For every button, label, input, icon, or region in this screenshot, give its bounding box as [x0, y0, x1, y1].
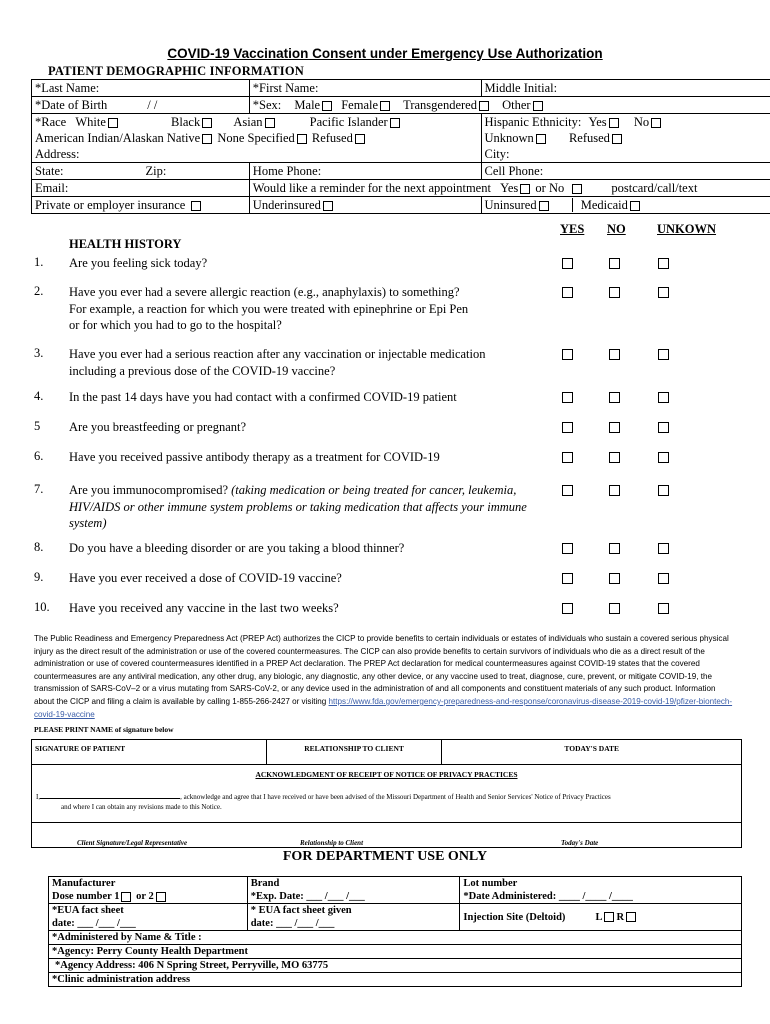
form-title: COVID-19 Vaccination Consent under Emergency Use Authorization: [167, 46, 603, 61]
male-checkbox[interactable]: [322, 101, 332, 111]
demographic-table: [31, 79, 770, 214]
lot-number-field[interactable]: Lot number: [460, 877, 742, 891]
underinsured-checkbox[interactable]: [323, 201, 333, 211]
hispanic-no-checkbox[interactable]: [651, 118, 661, 128]
question-number: 9.: [34, 570, 44, 584]
underinsured-field: Underinsured: [249, 197, 481, 214]
agency-field: *Agency: Perry County Health Department: [49, 945, 742, 959]
question-6-unknown-checkbox[interactable]: [658, 452, 669, 463]
department-heading: FOR DEPARTMENT USE ONLY: [282, 849, 488, 864]
client-signature-label[interactable]: Client Signature/Legal Representative: [77, 839, 188, 847]
question-1-unknown-checkbox[interactable]: [658, 258, 669, 269]
city-field[interactable]: City:: [481, 146, 770, 163]
eua-given-field[interactable]: * EUA fact sheet given date: ___ /___ /___: [247, 904, 460, 931]
black-checkbox[interactable]: [202, 118, 212, 128]
question-number: 3.: [34, 346, 44, 360]
name-blank[interactable]: [40, 798, 180, 799]
question-3-yes-checkbox[interactable]: [562, 349, 573, 360]
question-9-yes-checkbox[interactable]: [562, 573, 573, 584]
prep-act-notice: The Public Readiness and Emergency Preparedness Act (PREP Act) authorizes the CICP to provide benefits to certain individuals or estates of individuals who sustain a covered serious physical injury as the direct result of the administration or use of the covered countermeasures. The CICP can also provide benefits to certain survivors of individuals who die as a direct result of the administration or use of covered countermeasures identified in a PREP Act declaration. The PREP Act declaration for medical countermeasures against COVID-19 states that the covered countermeasures are any antiviral medication, any other drug, any biologic, any diagnostic, any other device, or any vaccine used to treat, diagnose, cure, prevent, or mitigate COVID-19, the transmission of SARS-CoV–2 or a virus mutating from SARS-CoV-2, or any device used in the administration of and all components and constituent materials of any such product. Information about the CICP and filing a claim is available by calling 1-855-266-2427 or visiting https://www.fda.gov/emergency-preparedness-and-response/coronavirus-disease-2019-covid-19/pfizer-biontech-covid-19-vaccine: [34, 634, 733, 719]
col-unknown-header: UNKOWN: [657, 222, 717, 236]
question-text: Are you breastfeeding or pregnant?: [69, 420, 247, 434]
question-3-no-checkbox[interactable]: [609, 349, 620, 360]
white-checkbox[interactable]: [108, 118, 118, 128]
uninsured-field: Uninsured Medicaid: [481, 197, 770, 214]
print-name-label: PLEASE PRINT NAME of signature below: [34, 725, 174, 734]
first-name-field[interactable]: *First Name:: [249, 80, 481, 97]
question-7-unknown-checkbox[interactable]: [658, 485, 669, 496]
administered-by-field[interactable]: *Administered by Name & Title :: [49, 931, 742, 945]
question-number: 4.: [34, 389, 44, 403]
question-2-no-checkbox[interactable]: [609, 287, 620, 298]
question-8-yes-checkbox[interactable]: [562, 543, 573, 554]
fda-link[interactable]: https://www.fda.gov/emergency-preparedness-and-response/coronavirus-disease-2019-covid-19/pfizer-biontech-covid-19-vaccine: [34, 696, 733, 719]
reminder-no-checkbox[interactable]: [572, 184, 582, 194]
question-2-unknown-checkbox[interactable]: [658, 287, 669, 298]
question-text: Are you feeling sick today?: [69, 256, 208, 270]
left-site-checkbox[interactable]: [604, 912, 614, 922]
question-text: Have you ever had a serious reaction after any vaccination or injectable medication including a previous dose of the COVID-19 vaccine?: [69, 347, 486, 378]
ack-divider: [31, 822, 742, 823]
question-number: 1.: [34, 255, 44, 269]
question-number: 8.: [34, 540, 44, 554]
col-yes-header: YES: [560, 222, 585, 236]
todays-date[interactable]: TODAY'S DATE: [442, 740, 742, 765]
ack-date-label[interactable]: Today's Date: [561, 839, 599, 847]
question-text: Have you ever received a dose of COVID-19 vaccine?: [69, 571, 342, 585]
col-no-header: NO: [607, 222, 626, 236]
relationship-label[interactable]: Relationship to Client: [300, 839, 364, 847]
question-text: Have you ever had a severe allergic reaction (e.g., anaphylaxis) to something? For example, a reaction for which you were treated with epinephrine or Epi Pen or for which you had to go to the hospital?: [69, 285, 469, 332]
question-number: 10.: [34, 600, 50, 614]
question-1-no-checkbox[interactable]: [609, 258, 620, 269]
female-checkbox[interactable]: [380, 101, 390, 111]
question-number: 6.: [34, 449, 44, 463]
question-number: 7.: [34, 482, 44, 496]
question-5-yes-checkbox[interactable]: [562, 422, 573, 433]
question-6-yes-checkbox[interactable]: [562, 452, 573, 463]
question-text: Have you received passive antibody therapy as a treatment for COVID-19: [69, 450, 440, 464]
question-number: 5: [34, 419, 41, 433]
private-insurance-checkbox[interactable]: [191, 201, 201, 211]
home-phone-field[interactable]: Home Phone:: [249, 163, 481, 180]
private-insurance-field: Private or employer insurance: [32, 197, 250, 214]
reminder-field: Would like a reminder for the next appointment Yes or No postcard/call/text: [249, 180, 770, 197]
question-5-unknown-checkbox[interactable]: [658, 422, 669, 433]
question-7-no-checkbox[interactable]: [609, 485, 620, 496]
question-8-unknown-checkbox[interactable]: [658, 543, 669, 554]
eua-fact-sheet-field[interactable]: *EUA fact sheet date: ___ /___ /___: [49, 904, 248, 931]
signature-table: [31, 739, 742, 765]
question-text: In the past 14 days have you had contact with a confirmed COVID-19 patient: [69, 390, 457, 404]
relationship-to-client[interactable]: RELATIONSHIP TO CLIENT: [266, 740, 442, 765]
question-number: 2.: [34, 284, 44, 298]
middle-initial-field[interactable]: Middle Initial:: [481, 80, 770, 97]
question-8-no-checkbox[interactable]: [609, 543, 620, 554]
sex-field: *Sex: Male Female Transgendered Other: [249, 97, 770, 114]
asian-checkbox[interactable]: [265, 118, 275, 128]
clinic-address-field[interactable]: *Clinic administration address: [49, 973, 742, 987]
none-specified-checkbox[interactable]: [297, 134, 307, 144]
hispanic-yes-checkbox[interactable]: [609, 118, 619, 128]
transgendered-checkbox[interactable]: [479, 101, 489, 111]
hispanic-field-2: Unknown Refused: [481, 130, 770, 146]
address-field[interactable]: Address:: [32, 146, 482, 163]
question-6-no-checkbox[interactable]: [609, 452, 620, 463]
brand-field[interactable]: Brand: [247, 877, 460, 891]
question-text: Do you have a bleeding disorder or are you taking a blood thinner?: [69, 541, 405, 555]
dose-2-checkbox[interactable]: [156, 892, 166, 902]
last-name-field[interactable]: *Last Name:: [32, 80, 250, 97]
acknowledgment-heading: ACKNOWLEDGMENT OF RECEIPT OF NOTICE OF PRIVACY PRACTICES: [255, 770, 518, 779]
health-history-heading: HEALTH HISTORY: [69, 237, 182, 251]
date-administered-field[interactable]: *Date Administered: ____ /____ /____: [460, 890, 742, 904]
question-9-unknown-checkbox[interactable]: [658, 573, 669, 584]
question-9-no-checkbox[interactable]: [609, 573, 620, 584]
exp-date-field[interactable]: *Exp. Date: ___ /___ /___: [247, 890, 460, 904]
pacific-islander-checkbox[interactable]: [390, 118, 400, 128]
hispanic-refused-checkbox[interactable]: [612, 134, 622, 144]
question-10-yes-checkbox[interactable]: [562, 603, 573, 614]
acknowledgment-line: I, , acknowledge and agree that I have received or have been advised of the Missouri Department of Health and Senior Services' Notice of Privacy Practices: [36, 793, 611, 801]
dose-number-field: Dose number 1 or 2: [49, 890, 248, 904]
dose-1-checkbox[interactable]: [121, 892, 131, 902]
question-text: Have you received any vaccine in the last two weeks?: [69, 601, 339, 615]
state-zip-field[interactable]: State: Zip:: [32, 163, 250, 180]
email-field[interactable]: Email:: [32, 180, 250, 197]
race-field: *Race White Black Asian Pacific Islander: [32, 114, 482, 131]
question-text: Are you immunocompromised? (taking medication or being treated for cancer, leukemia, HIV/AIDS or other immune system problems or taking medication that affects your immune system): [69, 483, 527, 530]
cell-phone-field[interactable]: Cell Phone:: [481, 163, 770, 180]
hispanic-field: Hispanic Ethnicity: Yes No: [481, 114, 770, 131]
hispanic-unknown-checkbox[interactable]: [536, 134, 546, 144]
dob-field[interactable]: *Date of Birth / /: [32, 97, 250, 114]
injection-site-field: Injection Site (Deltoid) L R: [460, 904, 742, 931]
race-refused-checkbox[interactable]: [355, 134, 365, 144]
question-4-yes-checkbox[interactable]: [562, 392, 573, 403]
agency-address-field: *Agency Address: 406 N Spring Street, Perryville, MO 63775: [49, 959, 742, 973]
acknowledgment-line-2: and where I can obtain any revisions made to this Notice.: [61, 803, 222, 811]
question-10-no-checkbox[interactable]: [609, 603, 620, 614]
medicaid-checkbox[interactable]: [630, 201, 640, 211]
question-10-unknown-checkbox[interactable]: [658, 603, 669, 614]
question-1-yes-checkbox[interactable]: [562, 258, 573, 269]
right-site-checkbox[interactable]: [626, 912, 636, 922]
question-5-no-checkbox[interactable]: [609, 422, 620, 433]
department-table: [48, 876, 742, 987]
demographic-section-title: PATIENT DEMOGRAPHIC INFORMATION: [48, 64, 304, 78]
question-3-unknown-checkbox[interactable]: [658, 349, 669, 360]
race-field-2: American Indian/Alaskan Native None Specified Refused: [32, 130, 482, 146]
reminder-yes-checkbox[interactable]: [520, 184, 530, 194]
signature-of-patient[interactable]: SIGNATURE OF PATIENT: [32, 740, 267, 765]
other-checkbox[interactable]: [533, 101, 543, 111]
question-7-yes-checkbox[interactable]: [562, 485, 573, 496]
american-indian-checkbox[interactable]: [202, 134, 212, 144]
question-4-unknown-checkbox[interactable]: [658, 392, 669, 403]
uninsured-checkbox[interactable]: [539, 201, 549, 211]
manufacturer-field[interactable]: Manufacturer: [49, 877, 248, 891]
question-2-yes-checkbox[interactable]: [562, 287, 573, 298]
question-4-no-checkbox[interactable]: [609, 392, 620, 403]
